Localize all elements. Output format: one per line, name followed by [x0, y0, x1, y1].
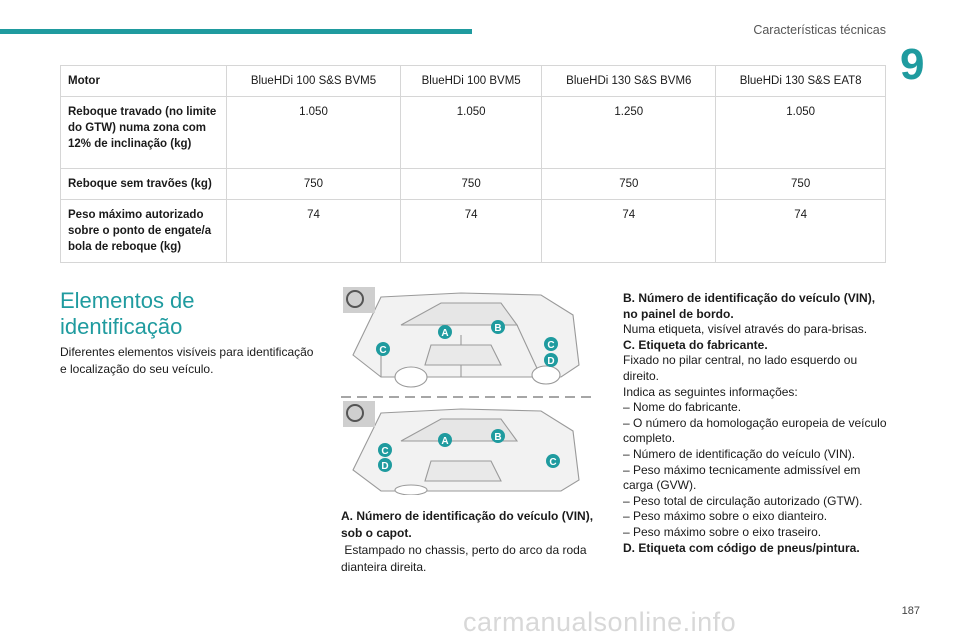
table-row: [61, 200, 886, 263]
callout-d: [378, 458, 392, 472]
callout-c-label: C: [549, 457, 557, 468]
item-c-text: Fixado no pilar central, no lado esquerdo ou direito.: [623, 353, 858, 383]
callout-b-label: B: [494, 432, 502, 443]
callout-c: [376, 342, 390, 356]
table-cell: 750: [227, 169, 401, 200]
table-header-cell: BlueHDi 130 S&S BVM6: [542, 66, 716, 97]
item-d-title: D. Etiqueta com código de pneus/pintura.: [623, 540, 860, 555]
callout-a: [438, 325, 452, 339]
table-header-cell: BlueHDi 130 S&S EAT8: [716, 66, 886, 97]
table-header-row: [61, 66, 886, 97]
item-c-text: Indica as seguintes informações:: [623, 384, 798, 399]
vehicle-identification-figure: [341, 285, 591, 495]
intro-text: Diferentes elementos visíveis para identificação e localização do seu veículo.: [60, 345, 314, 376]
row-label: Reboque travado (no limite do GTW) numa zona com 12% de inclinação (kg): [61, 97, 227, 169]
steering-wheel-icon: [343, 287, 375, 313]
table-cell: 74: [227, 200, 401, 263]
callout-c-label: C: [381, 446, 389, 457]
table-cell: 1.050: [400, 97, 541, 169]
callout-d-label: D: [381, 461, 389, 472]
callout-d: [544, 353, 558, 367]
callout-c-label: C: [547, 340, 555, 351]
callout-a-label: A: [441, 328, 449, 339]
identification-list: [623, 291, 888, 556]
table-cell: 750: [400, 169, 541, 200]
table-cell: 1.050: [227, 97, 401, 169]
callout-a-label: A: [441, 436, 449, 447]
steering-wheel-icon: [343, 401, 375, 427]
item-b-text: Numa etiqueta, visível através do para-brisas.: [623, 322, 868, 337]
list-item: – Peso máximo sobre o eixo traseiro.: [623, 524, 822, 539]
section-heading: [60, 288, 195, 340]
page-number: 187: [901, 605, 920, 617]
callout-b: [491, 320, 505, 334]
table-header-cell: Motor: [61, 66, 227, 97]
callout-c: [544, 337, 558, 351]
section-heading-line1: Elementos de: [60, 288, 195, 313]
table-cell: 1.050: [716, 97, 886, 169]
row-label: Peso máximo autorizado sobre o ponto de engate/a bola de reboque (kg): [61, 200, 227, 263]
callout-b-label: B: [494, 323, 502, 334]
item-c-title: C. Etiqueta do fabricante.: [623, 337, 768, 352]
callout-b: [491, 429, 505, 443]
callout-c: [546, 454, 560, 468]
callout-c-label: C: [379, 345, 387, 356]
section-title: Características técnicas: [753, 23, 886, 37]
item-a-title: A. Número de identificação do veículo (VIN), sob o capot.: [341, 509, 594, 540]
table-header-cell: BlueHDi 100 S&S BVM5: [227, 66, 401, 97]
table-header-cell: BlueHDi 100 BVM5: [400, 66, 541, 97]
table-row: [61, 97, 886, 169]
row-label: Reboque sem travões (kg): [61, 169, 227, 200]
section-heading-line2: identificação: [60, 314, 183, 339]
table-cell: 1.250: [542, 97, 716, 169]
watermark: carmanualsonline.info: [463, 607, 737, 637]
top-van-illustration: [353, 293, 579, 387]
callout-a: [438, 433, 452, 447]
list-item: – Número de identificação do veículo (VIN).: [623, 446, 856, 461]
table-cell: 74: [400, 200, 541, 263]
table-cell: 74: [542, 200, 716, 263]
list-item: – O número da homologação europeia de veículo completo.: [623, 415, 887, 446]
list-item: – Nome do fabricante.: [623, 400, 742, 415]
list-item: – Peso máximo sobre o eixo dianteiro.: [623, 509, 828, 524]
callout-c: [378, 443, 392, 457]
table-row: [61, 169, 886, 200]
callout-d-label: D: [547, 356, 555, 367]
header-accent-bar: [0, 29, 472, 34]
table-cell: 750: [542, 169, 716, 200]
list-item: – Peso total de circulação autorizado (GTW).: [623, 493, 863, 508]
table-cell: 74: [716, 200, 886, 263]
list-item: – Peso máximo tecnicamente admissível em carga (GVW).: [623, 462, 861, 493]
chapter-number: 9: [900, 40, 925, 89]
item-a: [341, 508, 596, 576]
item-a-text: Estampado no chassis, perto do arco da roda dianteira direita.: [341, 543, 590, 574]
towing-specs-table: [60, 65, 886, 263]
table-cell: 750: [716, 169, 886, 200]
item-b-title: B. Número de identificação do veículo (VIN), no painel de bordo.: [623, 291, 876, 321]
